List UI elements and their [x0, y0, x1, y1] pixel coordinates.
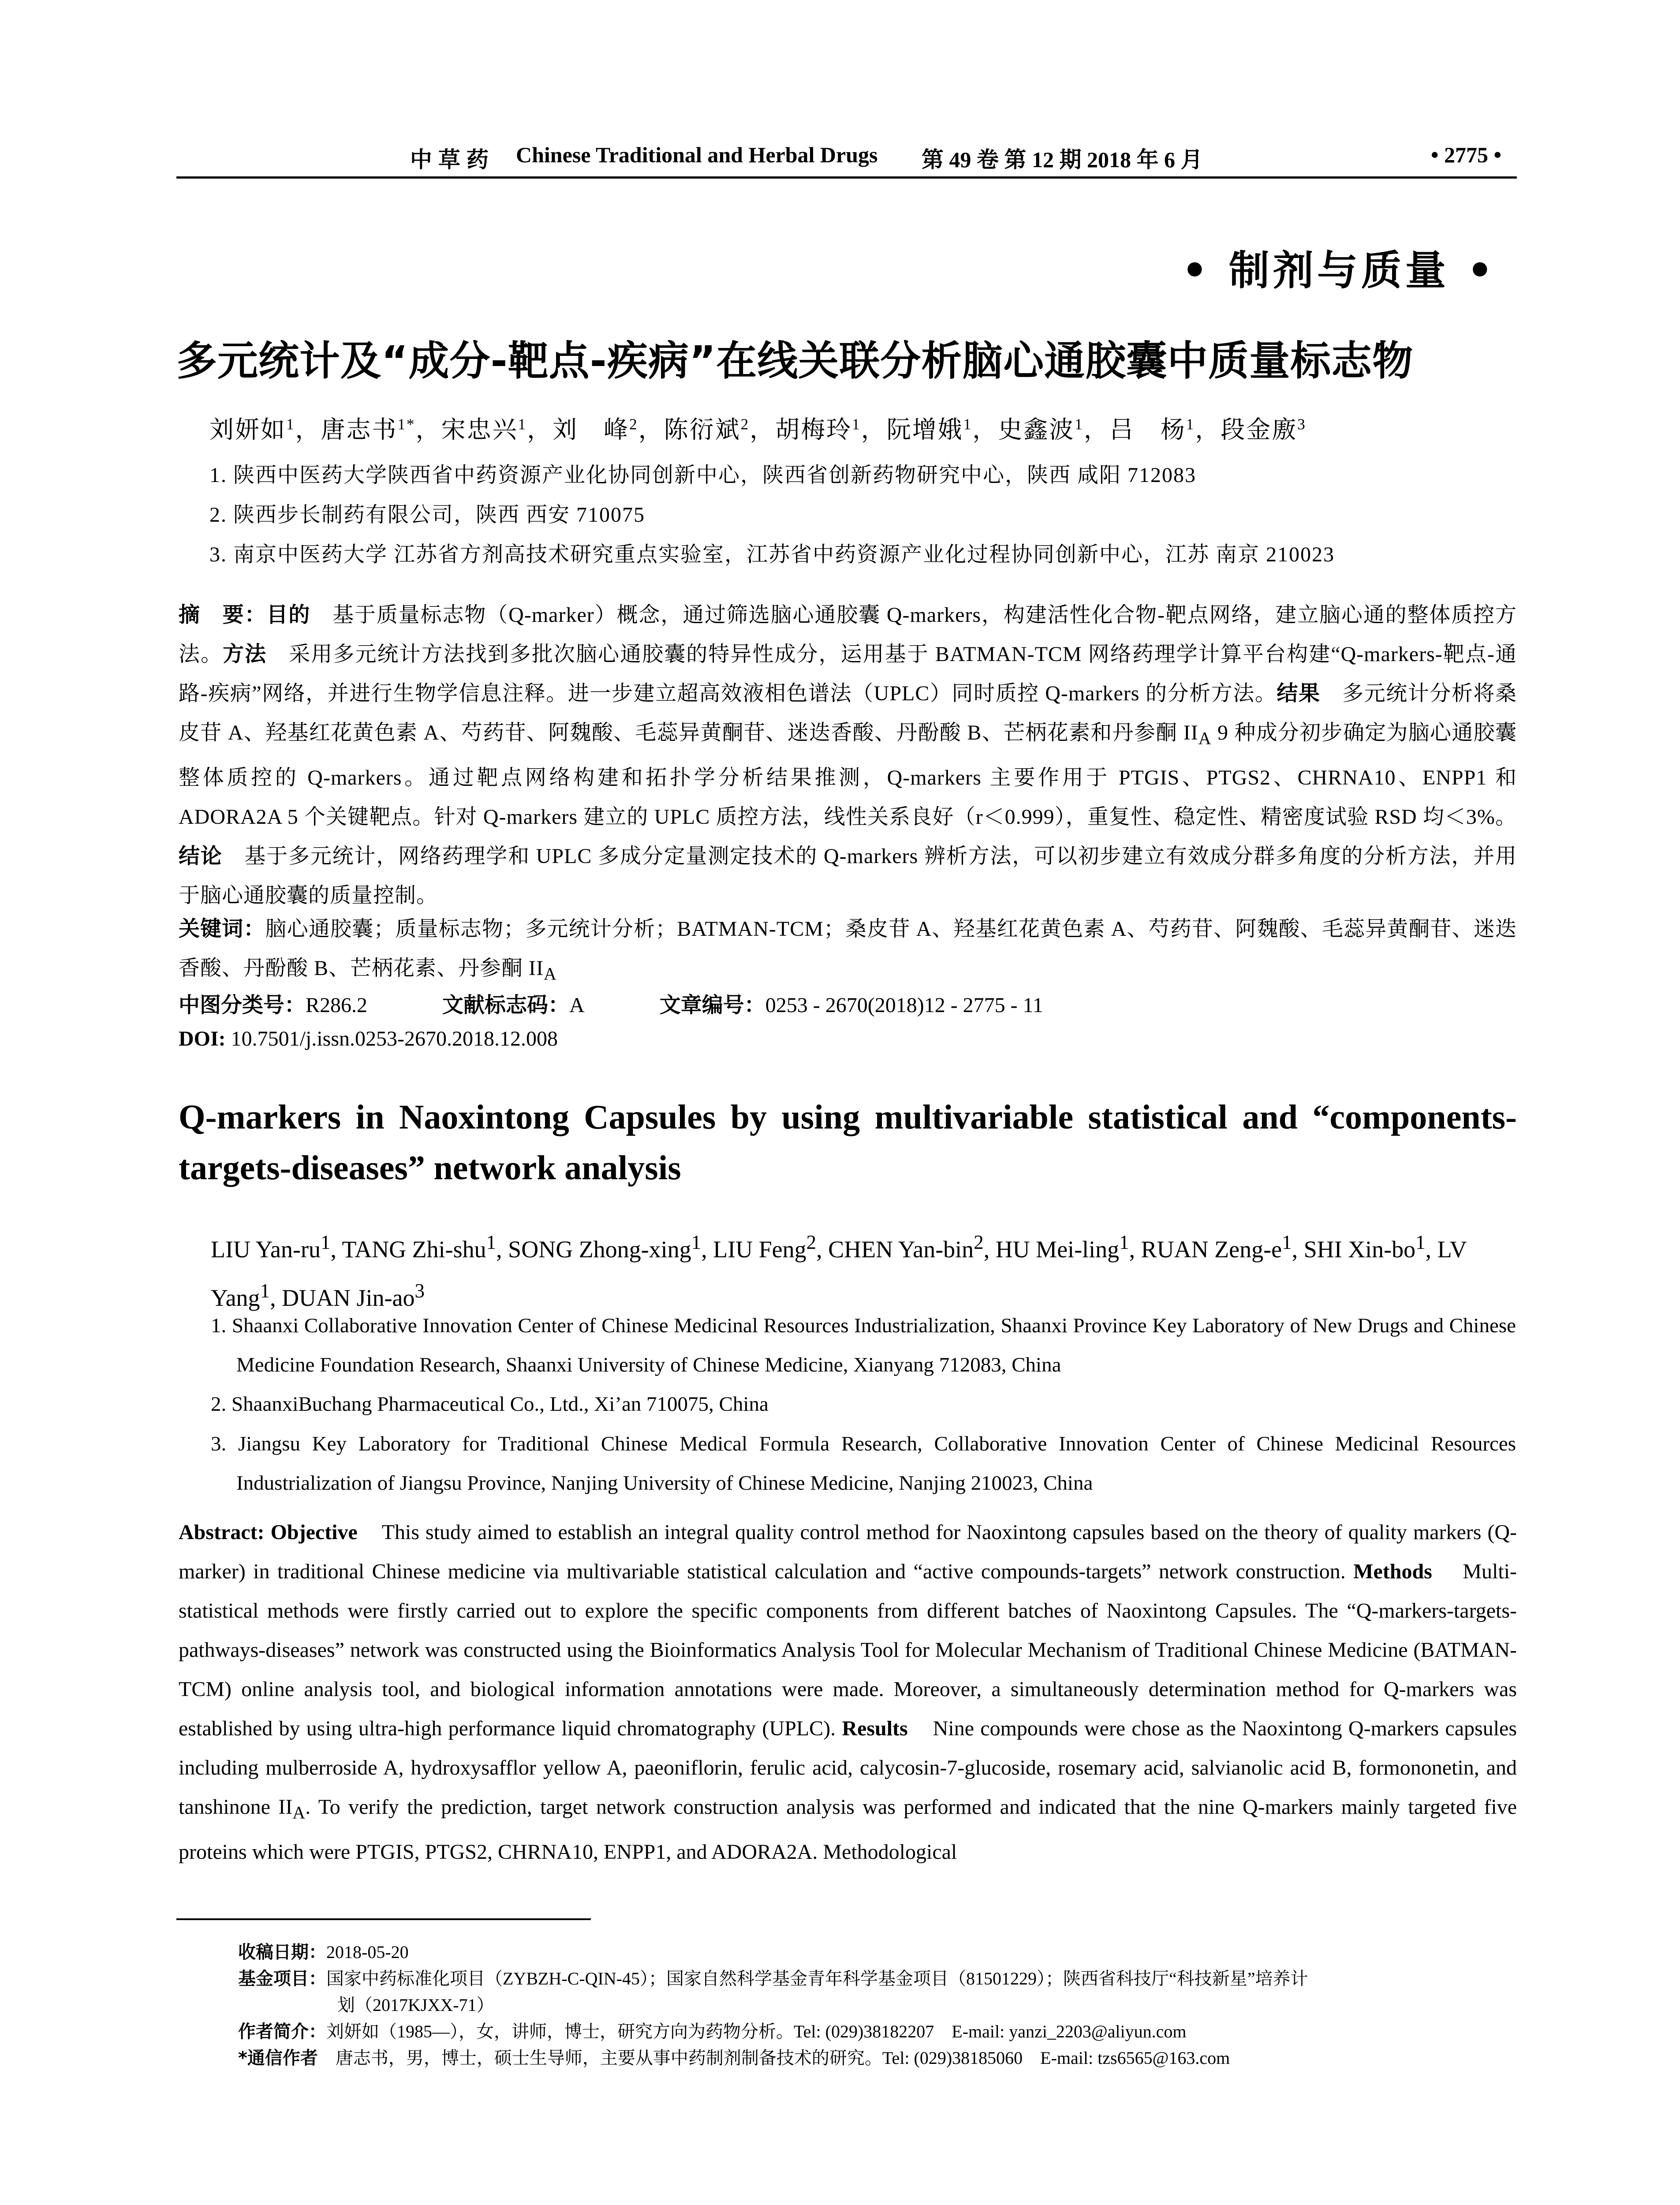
author-cn-name: 唐志书 [321, 416, 398, 443]
author-en-affiliation-mark: 1 [260, 1280, 270, 1302]
author-en-affiliation-mark: 1 [486, 1231, 497, 1253]
author-cn-affiliation-mark: 1 [286, 415, 295, 433]
article-title-cn: 多元统计及“成分-靶点-疾病”在线关联分析脑心通胶囊中质量标志物 [176, 337, 1414, 385]
doi-value[interactable]: 10.7501/j.issn.0253-2670.2018.12.008 [231, 1027, 558, 1050]
footnote-corresponding [238, 2044, 1230, 2069]
affiliation-cn-2: 2. 陕西步长制药有限公司，陕西 西安 710075 [209, 503, 646, 527]
corresponding-value: 唐志书，男，博士，硕士生导师，主要从事中药制剂制备技术的研究。Tel: (029)38185060 E-mail: tzs6565@163.com [335, 2048, 1230, 2068]
author-en-name: LIU Yan-ru [211, 1236, 321, 1263]
results-text-en-b: . To verify the prediction, target network construction analysis was performed and indicated that the nine Q-markers mainly targeted five proteins which were PTGIS, PTGS2, CHRNA10, ENPP1, and ADORA2A. Methodological [179, 1795, 1517, 1864]
author-cn-name: 宋忠兴 [441, 416, 518, 443]
affiliation-en-1 [211, 1306, 1516, 1385]
author-cn-name: 史鑫波 [998, 416, 1075, 443]
fund-value: 国家中药标准化项目（ZYBZH-C-QIN-45）；国家自然科学基金青年科学基金项目（81501229）；陕西省科技厅“科技新星”培养计 [326, 1969, 1308, 1988]
results-label-en: Results [842, 1717, 908, 1740]
section-label: • 制剂与质量 • [1182, 247, 1497, 294]
author-en-affiliation-mark: 1 [691, 1231, 702, 1253]
abstract-cn [179, 595, 1517, 915]
author-cn-name: 段金廒 [1221, 416, 1298, 443]
affiliation-en-2-text: 2. ShaanxiBuchang Pharmaceutical Co., Ltd., Xi’an 710075, China [211, 1393, 769, 1416]
abstract-label-cn: 摘 要： [179, 602, 267, 627]
abstract-label-en: Abstract: [179, 1521, 265, 1544]
keywords-label: 关键词： [179, 916, 265, 941]
author-en-affiliation-mark: 1 [1415, 1231, 1426, 1253]
author-cn-name: 刘 峰 [553, 416, 630, 443]
author-cn-name: 陈衍斌 [664, 416, 741, 443]
journal-name-en: Chinese Traditional and Herbal Drugs [516, 142, 878, 167]
conclusion-text-cn: 基于多元统计，网络药理学和 UPLC 多成分定量测定技术的 Q-markers 辨析方法，可以初步建立有效成分群多角度的分析方法，并用于脑心通胶囊的质量控制。 [179, 844, 1517, 907]
author-en-name: TANG Zhi-shu [342, 1236, 486, 1263]
author-en-name: LV Yang [211, 1236, 1467, 1311]
author-cn-affiliation-mark: 2 [740, 415, 750, 433]
affiliation-cn-3: 3. 南京中医药大学 江苏省方剂高技术研究重点实验室，江苏省中药资源产业化过程协同创新中心，江苏 南京 210023 [209, 543, 1335, 566]
abstract-en [179, 1513, 1517, 1872]
affiliation-en-3 [211, 1424, 1516, 1503]
objective-text-en: This study aimed to establish an integral quality control method for Naoxintong capsules based on the theory of quality markers (Q-marker) in traditional Chinese medicine via multivariable statistical calculation and “active compounds-targets” network construction. [179, 1521, 1517, 1583]
article-no-value: 0253 - 2670(2018)12 - 2775 - 11 [765, 994, 1043, 1017]
author-en-name: DUAN Jin-ao [282, 1285, 415, 1311]
author-cn-affiliation-mark: 3 [1297, 415, 1307, 433]
affiliation-en-1-text: 1. Shaanxi Collaborative Innovation Center of Chinese Medicinal Resources Industrialization, Shaanxi Province Key Laboratory of New Drugs and Chinese Medicine Foundation Research, Shaanxi University of Chinese Medicine, Xianyang 712083, China [211, 1314, 1516, 1376]
methods-text-en: Multi-statistical methods were firstly carried out to explore the specific components from different batches of Naoxintong Capsules. The “Q-markers-targets-pathways-diseases” network was constructed using the Bioinformatics Analysis Tool for Molecular Mechanism of Traditional Chinese Medicine (BATMAN-TCM) online analysis tool, and biological information annotations were made. Moreover, a simultaneously determination method for Q-markers was established by using ultra-high performance liquid chromatography (UPLC). [179, 1560, 1517, 1740]
author-cn-affiliation-mark: 1 [1186, 415, 1195, 433]
conclusion-label-cn: 结论 [179, 843, 223, 868]
methods-text-cn: 采用多元统计方法找到多批次脑心通胶囊的特异性成分，运用基于 BATMAN-TCM 网络药理学计算平台构建“Q-markers-靶点-通路-疾病”网络，并进行生物学信息注释。进一步建立超高效液相色谱法（UPLC）同时质控 Q-markers 的分析方法。 [179, 643, 1517, 705]
author-cn-affiliation-mark: 1 [518, 415, 527, 433]
results-text-cn-a: 多元统计分析将桑皮苷 A、羟基红花黄色素 A、芍药苷、阿魏酸、毛蕊异黄酮苷、迷迭香酸、丹酚酸 B、芒柄花素和丹参酮 II [179, 682, 1517, 744]
author-cn-name: 胡梅玲 [775, 416, 852, 443]
header-rule [176, 176, 1517, 179]
doc-code-label: 文献标志码： [442, 993, 570, 1017]
methods-label-cn: 方法 [223, 642, 267, 666]
results-subscript-en: A [292, 1802, 306, 1823]
author-list-en: LIU Yan-$ru^1$, TANG Zhi-shu$^1$, SONG Zhong-xing$^1$, LIU Feng$^2$, CHEN Yan-bin$^2$, HU Mei-ling$^1$, RUAN Zeng-$e^1$, SHI Xin-$bo^1$, LV Yang$^1$, DUAN Jin-$ao^3$ [211, 1231, 1467, 1311]
author-bio-label: 作者简介： [238, 2022, 326, 2042]
corresponding-label: *通信作者 [238, 2048, 318, 2068]
author-en-affiliation-mark: 2 [806, 1231, 817, 1253]
author-cn-affiliation-mark: 1 [963, 415, 973, 433]
author-en-name: SHI Xin-bo [1303, 1236, 1416, 1263]
page-number: • 2775 • [1431, 142, 1502, 167]
author-cn-name: 吕 杨 [1109, 416, 1186, 443]
author-cn-affiliation-mark: 1* [397, 415, 416, 433]
keywords-subscript: A [544, 964, 557, 984]
doi-label: DOI: [179, 1027, 226, 1050]
author-en-affiliation-mark: 1 [321, 1231, 331, 1253]
received-label: 收稿日期： [238, 1942, 326, 1962]
keywords-cn [179, 909, 1517, 994]
clc-value: R286.2 [306, 994, 368, 1017]
author-cn-affiliation-mark: 2 [629, 415, 638, 433]
footnote-rule [176, 1918, 591, 1920]
author-cn-affiliation-mark: 1 [852, 415, 861, 433]
doc-code-value: A [569, 994, 585, 1017]
affiliation-cn-1: 1. 陕西中医药大学陕西省中药资源产业化协同创新中心，陕西省创新药物研究中心，陕西 咸阳 712083 [209, 463, 1197, 487]
methods-label-en: Methods [1353, 1560, 1432, 1583]
doi-line [179, 1027, 558, 1051]
results-subscript-cn: A [1198, 728, 1212, 748]
results-text-cn-b: 9 种成分初步确定为脑心通胶囊整体质控的 Q-markers。通过靶点网络构建和拓扑学分析结果推测，Q-markers 主要作用于 PTGIS、PTGS2、CHRNA10、ENPP1 和 ADORA2A 5 个关键靶点。针对 Q-markers 建立的 UPLC 质控方法，线性关系良好（r＜0.999），重复性、稳定性、精密度试验 RSD 均＜3%。 [179, 721, 1517, 829]
author-cn-affiliation-mark: 1 [1075, 415, 1084, 433]
footnote-fund [238, 1965, 1308, 1990]
article-no-label: 文章编号： [659, 993, 765, 1017]
issue-info: 第 49 卷 第 12 期 2018 年 6 月 [922, 147, 1203, 172]
article-title-en: Q-markers in Naoxintong Capsules by using multivariable statistical and “components-targets-diseases” network analysis [179, 1098, 1517, 1187]
objective-label-cn: 目的 [266, 602, 311, 627]
footnote-fund-continued: 划（2017KJXX-71） [337, 1995, 494, 2015]
author-en-name: RUAN Zeng-e [1141, 1236, 1282, 1263]
author-cn-name: 刘妍如 [209, 416, 287, 443]
objective-label-en: Objective [270, 1521, 358, 1544]
author-en-name: LIU Feng [713, 1236, 806, 1263]
affiliation-en-2 [211, 1385, 1516, 1424]
journal-name-cn: 中草药 [410, 147, 495, 172]
author-en-affiliation-mark: 2 [974, 1231, 984, 1253]
footnote-author [238, 2018, 1187, 2043]
keywords-text: 脑心通胶囊；质量标志物；多元统计分析；BATMAN-TCM；桑皮苷 A、羟基红花黄色素 A、芍药苷、阿魏酸、毛蕊异黄酮苷、迷迭香酸、丹酚酸 B、芒柄花素、丹参酮 II [179, 917, 1517, 980]
author-en-affiliation-mark: 3 [414, 1280, 425, 1302]
affiliation-en-3-text: 3. Jiangsu Key Laboratory for Traditional Chinese Medical Formula Research, Collaborative Innovation Center of Chinese Medicinal Resources Industrialization of Jiangsu Province, Nanjing University of Chinese Medicine, Nanjing 210023, China [211, 1432, 1516, 1495]
clc-label: 中图分类号： [179, 993, 306, 1017]
author-bio-value: 刘妍如（1985—），女，讲师，博士，研究方向为药物分析。Tel: (029)38182207 E-mail: yanzi_2203@aliyun.com [326, 2022, 1187, 2041]
author-en-affiliation-mark: 1 [1119, 1231, 1129, 1253]
author-list-cn: 刘妍如$^1$，唐志书$^{1*}$，宋忠兴$^1$，刘 峰$^2$，陈衍斌$^2$，胡梅玲$^1$，阮增娥$^1$，史鑫波$^1$，吕 杨$^1$，段金廒$^3$ [209, 415, 1307, 443]
classification-line [179, 988, 1043, 1018]
results-text-en-a: Nine compounds were chose as the Naoxintong Q-markers capsules including mulberroside A, hydroxysafflor yellow A, paeoniflorin, ferulic acid, calycosin-7-glucoside, rosemary acid, salvianolic acid B, formononetin, and tanshinone II [179, 1717, 1517, 1819]
received-value: 2018-05-20 [326, 1942, 409, 1962]
author-cn-name: 阮增娥 [886, 416, 963, 443]
author-en-name: SONG Zhong-xing [508, 1236, 691, 1263]
fund-label: 基金项目： [238, 1969, 326, 1989]
author-en-affiliation-mark: 1 [1282, 1231, 1292, 1253]
author-en-name: CHEN Yan-bin [828, 1236, 974, 1263]
footnote-received [238, 1938, 409, 1963]
author-en-name: HU Mei-ling [995, 1236, 1120, 1263]
results-label-cn: 结果 [1277, 681, 1321, 706]
objective-text-cn: 基于质量标志物（Q-marker）概念，通过筛选脑心通胶囊 Q-markers，构建活性化合物-靶点网络，建立脑心通的整体质控方法。 [179, 603, 1517, 666]
